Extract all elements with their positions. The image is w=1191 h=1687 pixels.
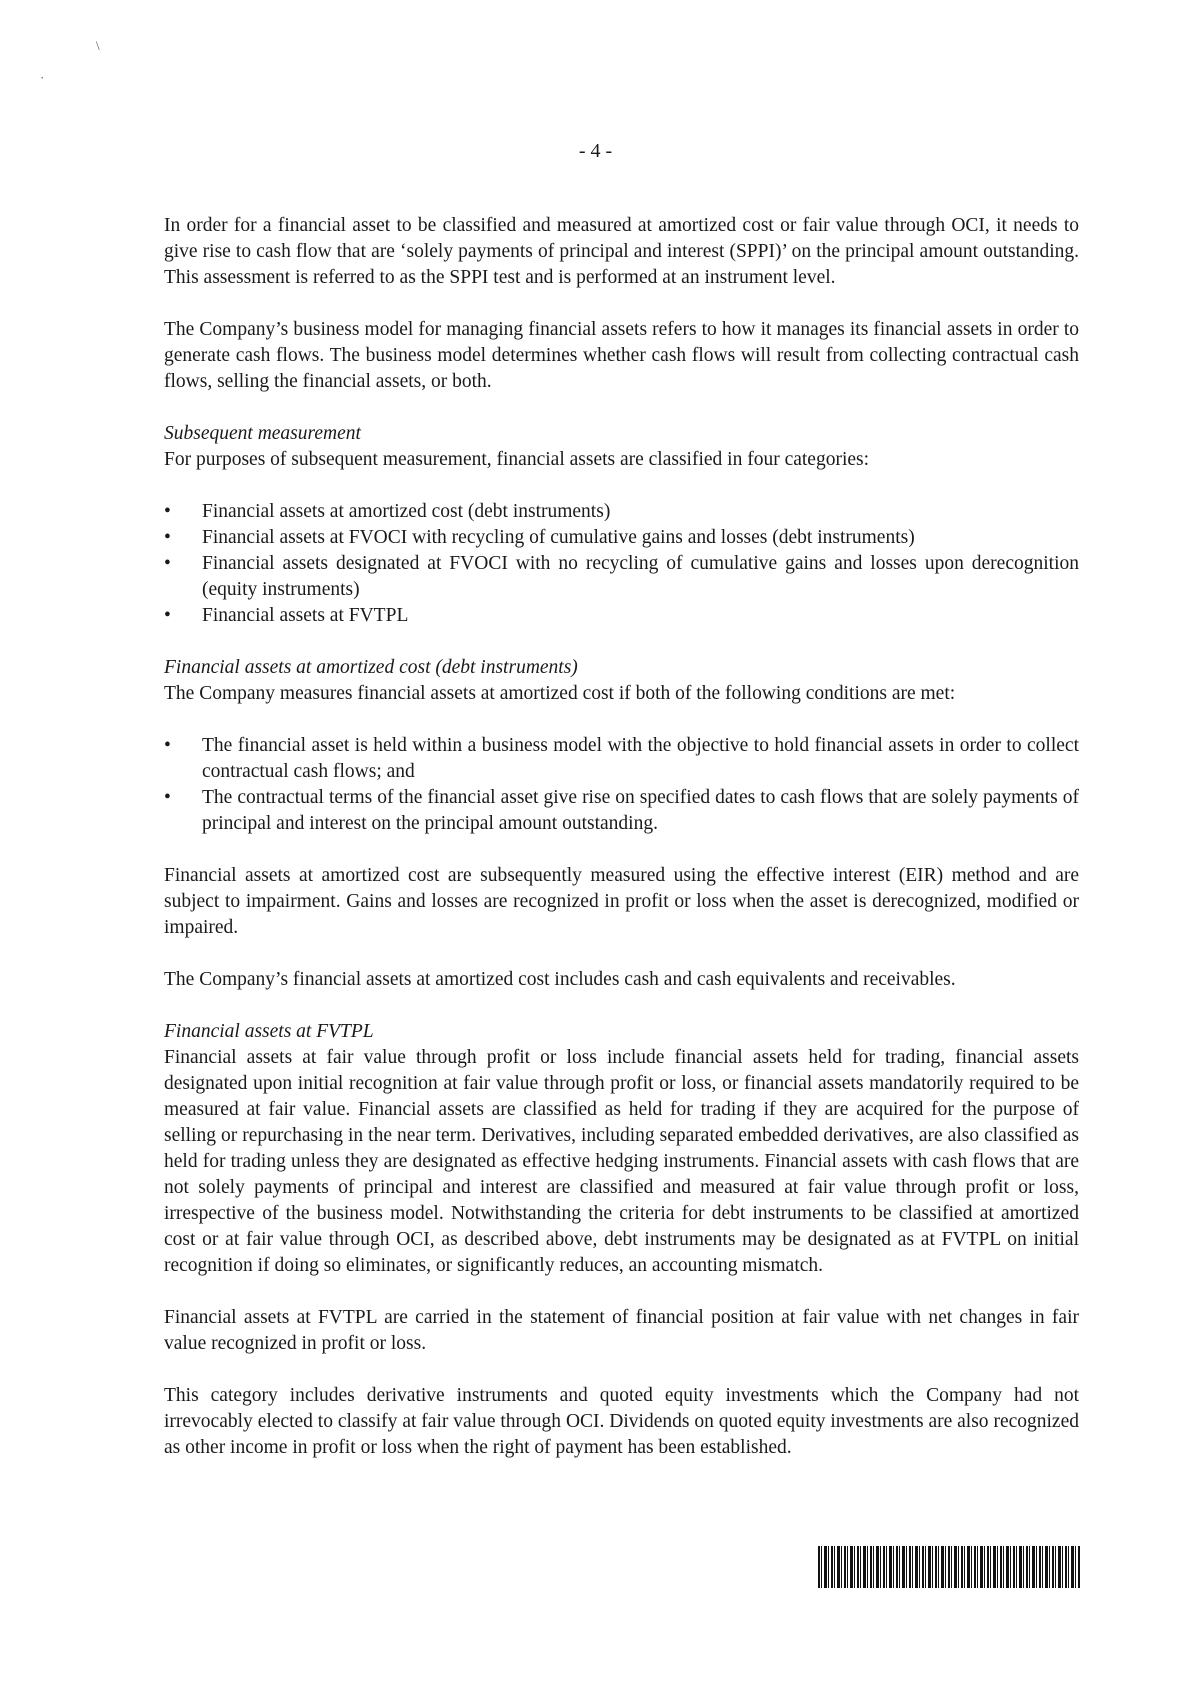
heading-subsequent-measurement: Subsequent measurement xyxy=(164,423,361,444)
paragraph-eir: Financial assets at amortized cost are subsequently measured using the effective interest (EIR) method and are subject to impairment. Gains and losses are recognized in profit or loss when the asset is derecognized, modified or impaired. xyxy=(164,865,1079,938)
list-item: • The financial asset is held within a business model with the objective to hold financial assets in order to collect contractual cash flows; and xyxy=(164,733,1079,785)
amortized-intro: The Company measures financial assets at amortized cost if both of the following conditions are met: xyxy=(164,683,956,704)
paragraph-fvtpl-carried: Financial assets at FVTPL are carried in the statement of financial position at fair value with net changes in fair value recognized in profit or loss. xyxy=(164,1307,1079,1354)
paragraph-amortized-includes: The Company’s financial assets at amortized cost includes cash and cash equivalents and receivables. xyxy=(164,969,956,990)
list-item: • The contractual terms of the financial asset give rise on specified dates to cash flows that are solely payments of principal and interest on the principal amount outstanding. xyxy=(164,785,1079,837)
list-item: • Financial assets designated at FVOCI with no recycling of cumulative gains and losses upon derecognition (equity instruments) xyxy=(164,551,1079,603)
page-number: - 4 - xyxy=(578,140,613,162)
subsequent-intro: For purposes of subsequent measurement, financial assets are classified in four categories: xyxy=(164,449,870,470)
scan-dot: · xyxy=(40,70,45,85)
paragraph-fvtpl-category: This category includes derivative instruments and quoted equity investments which the Company had not irrevocably elected to classify at fair value through OCI. Dividends on quoted equity investments are also recognized as other income in profit or loss when the right of payment has been established. xyxy=(164,1385,1079,1458)
heading-amortized-cost: Financial assets at amortized cost (debt instruments) xyxy=(164,657,578,678)
category-list xyxy=(164,499,1079,629)
list-item: • Financial assets at FVOCI with recycling of cumulative gains and losses (debt instruments) xyxy=(164,525,1079,551)
list-item: • Financial assets at FVTPL xyxy=(164,603,1079,629)
barcode-icon xyxy=(818,1546,1080,1588)
conditions-list xyxy=(164,733,1079,837)
paragraph-fvtpl-definition: Financial assets at fair value through profit or loss include financial assets held for trading, financial assets designated upon initial recognition at fair value through profit or loss, or financial assets mandatorily required to be measured at fair value. Financial assets are classified as held for trading if they are acquired for the purpose of selling or repurchasing in the near term. Derivatives, including separated embedded derivatives, are also classified as held for trading unless they are designated as effective hedging instruments. Financial assets with cash flows that are not solely payments of principal and interest are classified and measured at fair value through profit or loss, irrespective of the business model. Notwithstanding the criteria for debt instruments to be classified at amortized cost or at fair value through OCI, as described above, debt instruments may be designated as at FVTPL on initial recognition if doing so eliminates, or significantly reduces, an accounting mismatch. xyxy=(164,1047,1079,1276)
scan-mark: \ xyxy=(96,38,100,53)
heading-fvtpl: Financial assets at FVTPL xyxy=(164,1021,374,1042)
list-item: • Financial assets at amortized cost (debt instruments) xyxy=(164,499,1079,525)
document-body xyxy=(164,213,1079,1461)
paragraph-business-model: The Company’s business model for managing financial assets refers to how it manages its financial assets in order to generate cash flows. The business model determines whether cash flows will result from collecting contractual cash flows, selling the financial assets, or both. xyxy=(164,319,1079,392)
paragraph-sppi: In order for a financial asset to be classified and measured at amortized cost or fair value through OCI, it needs to give rise to cash flow that are ‘solely payments of principal and interest (SPPI)’ on the principal amount outstanding. This assessment is referred to as the SPPI test and is performed at an instrument level. xyxy=(164,215,1079,288)
